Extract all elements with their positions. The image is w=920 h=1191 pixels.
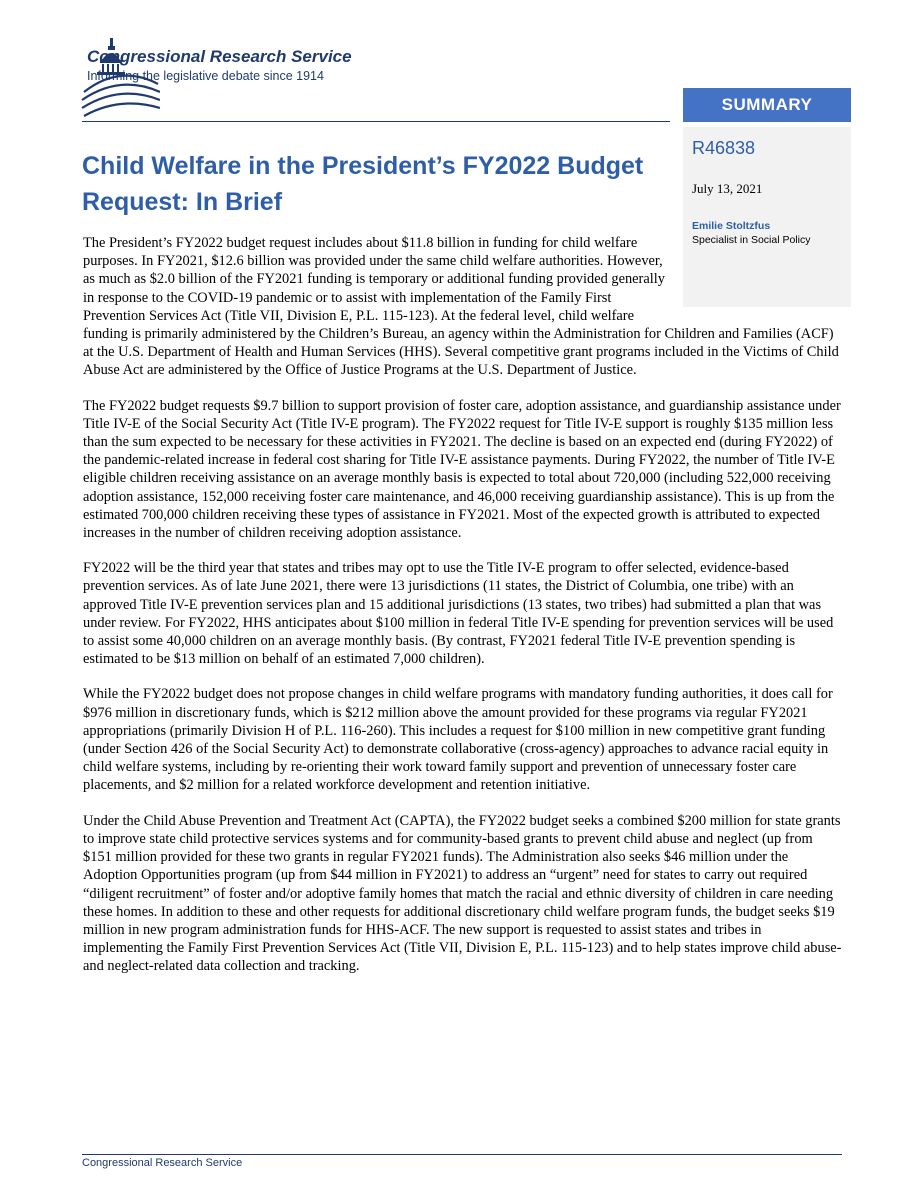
page-title: Child Welfare in the President’s FY2022 Budget Request: In Brief	[82, 152, 644, 216]
paragraph: The President’s FY2022 budget request includes about $11.8 billion in funding for child welfare purposes. In FY2021, $12.6 billion was provided under the same child welfare authorities. However, as much as $2.0 billion of the FY2021 funding is temporary or additional funding provided generally in response to the COVID-19 pandemic or to assist with implementation of the Family First Prevention Services Act (Title VII, Division E, P.L. 115-123). At the federal level, child welfare funding is primarily administered by the Children’s Bureau, an agency within the Administration for Children and Families (ACF) at the U.S. Department of Health and Human Services (HHS). Several competitive grant programs included in the Victims of Child Abuse Act are administered by the Office of Justice Programs at the U.S. Department of Justice.	[83, 235, 839, 379]
sidebar-spacer	[665, 234, 843, 312]
header-divider	[82, 121, 670, 122]
document-body	[83, 234, 843, 993]
paragraph: The FY2022 budget requests $9.7 billion to support provision of foster care, adoption assistance, and guardianship assistance under Title IV-E of the Social Security Act (Title IV-E program). The FY2022 request for Title IV-E support is roughly $135 million less than the sum expected to be necessary for these activities in FY2021. The decline is based on an expected end (during FY2022) of the pandemic-related increase in federal cost sharing for Title IV-E assistance payments. During FY2022, the number of Title IV-E eligible children receiving assistance on an average monthly basis is expected to total about 720,000 (including 522,000 receiving adoption assistance, 152,000 receiving foster care maintenance, and 46,000 receiving guardianship assistance). This is up from the estimated 700,000 children receiving these types of assistance in FY2021. Most of the expected growth is attributed to expected increases in the number of children receiving adoption assistance.	[83, 397, 841, 542]
summary-label: SUMMARY	[683, 88, 851, 122]
footer-text: Congressional Research Service	[82, 1157, 243, 1169]
author-title: Specialist in Social Policy	[692, 234, 811, 246]
footer-divider	[82, 1154, 842, 1155]
paragraph: Under the Child Abuse Prevention and Treatment Act (CAPTA), the FY2022 budget seeks a combined $200 million for state grants to improve state child protective services systems and for community-based grants to prevent child abuse and neglect (up from $151 million provided for these two grants in regular FY2021 funds). The Administration also seeks $46 million under the Adoption Opportunities program (up from $44 million in FY2021) to address an “urgent” need for states to carry out required “diligent recruitment” of foster and/or adoptive family homes that match the racial and ethnic diversity of children in care needing these homes. In addition to these and other requests for additional discretionary child welfare program funds, the budget seeks $19 million in new program administration funds for HHS-ACF. The new support is requested to assist states and tribes in implementing the Family First Prevention Services Act (Title VII, Division E, P.L. 115-123) and to help states improve child abuse- and neglect-related data collection and tracking.	[83, 812, 842, 975]
author-name: Emilie Stoltzfus	[692, 220, 771, 232]
paragraph: While the FY2022 budget does not propose changes in child welfare programs with mandatory funding authorities, it does call for $976 million in discretionary funds, which is $212 million above the amount provided for these programs via regular FY2021 appropriations (primarily Division H of P.L. 116-260). This includes a request for $100 million in new competitive grant funding (under Section 426 of the Social Security Act) to demonstrate collaborative (cross-agency) approaches to advance racial equity in child welfare systems, including by re-orienting their work toward family support and prevention of unnecessary foster care placements, and $2 million for a related workforce development and retention initiative.	[83, 686, 833, 794]
report-id: R46838	[692, 138, 756, 158]
org-tagline: Informing the legislative debate since 1914	[87, 69, 324, 83]
paragraph: FY2022 will be the third year that states and tribes may opt to use the Title IV-E program to offer selected, evidence-based prevention services. As of late June 2021, there were 13 jurisdictions (11 states, the District of Columbia, one tribe) with an approved Title IV-E prevention services plan and 15 additional jurisdictions (13 states, two tribes) had submitted a plan that was under review. For FY2022, HHS anticipates about $100 million in federal Title IV-E spending for prevention services will be used to assist some 40,000 children on an average monthly basis. (By contrast, FY2021 federal Title IV-E prevention spending is estimated to be $13 million on behalf of an estimated 7,000 children).	[83, 560, 834, 668]
report-date: July 13, 2021	[692, 181, 763, 196]
org-name: Congressional Research Service	[87, 47, 352, 66]
